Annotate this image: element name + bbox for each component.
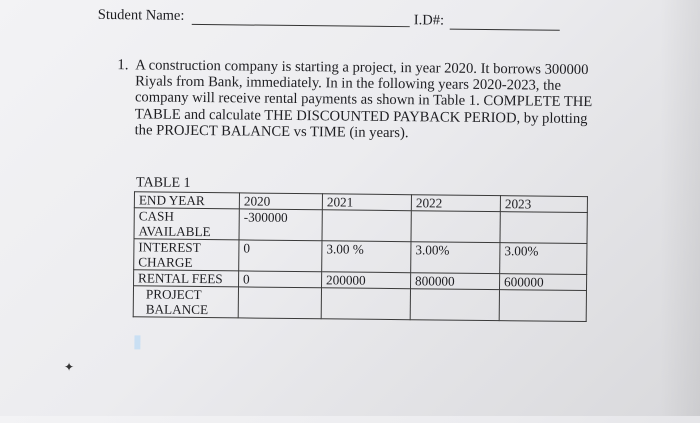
id-label: I.D#: bbox=[413, 12, 445, 29]
table-title: TABLE 1 bbox=[136, 175, 191, 191]
table-cell: 3.00% bbox=[411, 242, 500, 274]
table-cell-blank[interactable] bbox=[321, 288, 410, 320]
row-label: PROJECT BALANCE bbox=[133, 286, 238, 318]
table-cell-blank[interactable] bbox=[411, 211, 500, 243]
row-label: END YEAR bbox=[134, 192, 239, 209]
table-row-interest-charge bbox=[134, 239, 587, 275]
worksheet bbox=[6, 0, 700, 423]
table-cell: 2020 bbox=[239, 193, 322, 210]
table-cell: 800000 bbox=[410, 273, 499, 290]
table-cell: 2021 bbox=[322, 194, 411, 211]
table-cell-blank[interactable] bbox=[500, 212, 587, 244]
table-cell: 3.00% bbox=[500, 243, 587, 275]
table-1 bbox=[133, 191, 588, 322]
table-cell-blank[interactable] bbox=[499, 290, 586, 322]
table-row-cash-available bbox=[134, 208, 587, 244]
student-header bbox=[98, 7, 185, 25]
table-cell: -300000 bbox=[239, 209, 322, 241]
table-cell-blank[interactable] bbox=[238, 287, 321, 319]
page-shadow bbox=[660, 0, 700, 416]
table-cell-blank[interactable] bbox=[322, 210, 411, 242]
text-cursor-highlight bbox=[134, 335, 140, 349]
id-blank[interactable] bbox=[450, 29, 560, 31]
row-label: INTEREST CHARGE bbox=[134, 239, 239, 271]
table-cell: 0 bbox=[239, 271, 322, 288]
student-name-blank[interactable] bbox=[192, 24, 410, 27]
table-cell: 600000 bbox=[499, 274, 586, 291]
table-cell: 3.00 % bbox=[322, 241, 411, 273]
pointer-icon: ✦ bbox=[64, 360, 75, 374]
table-row-project-balance bbox=[133, 286, 586, 322]
table-cell: 2023 bbox=[500, 196, 587, 213]
table-cell-blank[interactable] bbox=[410, 289, 499, 321]
question-number: 1. bbox=[117, 57, 129, 74]
table-cell: 2022 bbox=[411, 195, 500, 212]
table-cell: 0 bbox=[239, 240, 322, 272]
table-cell: 200000 bbox=[322, 272, 411, 289]
question-text: A construction company is starting a project, in year 2020. It borrows 300000 Riyals from Bank, immediately. In in the following years 2020-2023, the company will receive rental payments as shown in Table 1. COMPLETE THE TABLE and calculate THE DISCOUNTED PAYBACK PERIOD, by plotting the PROJECT BALANCE vs TIME (in years). bbox=[134, 57, 593, 141]
student-name-label: Student Name: bbox=[97, 6, 185, 24]
row-label: CASH AVAILABLE bbox=[134, 208, 239, 240]
row-label: RENTAL FEES bbox=[134, 270, 239, 287]
